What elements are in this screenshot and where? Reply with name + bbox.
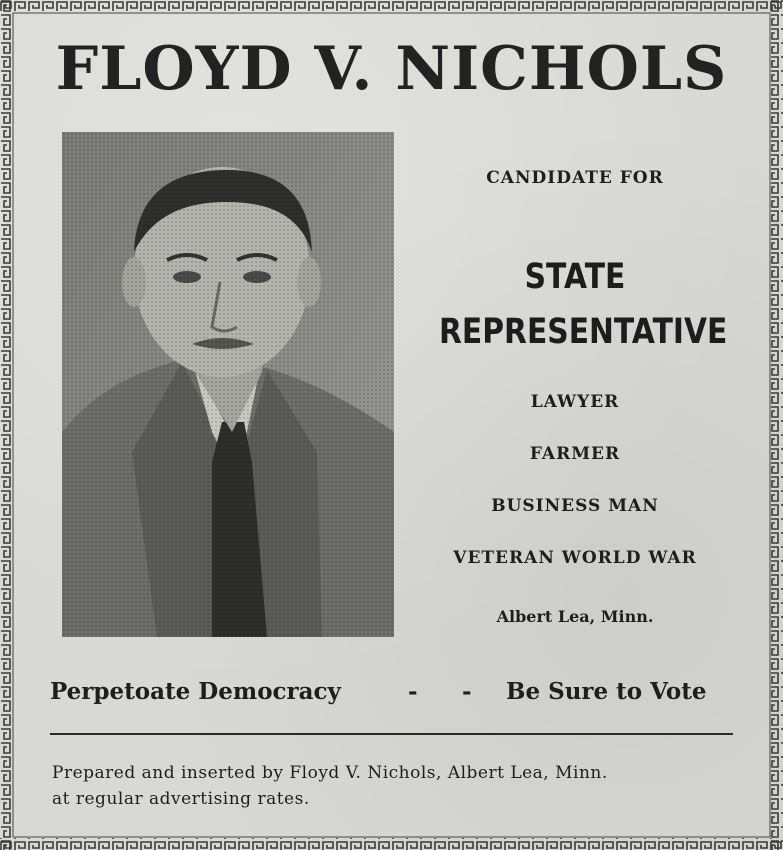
- qualification-veteran: VETERAN WORLD WAR: [453, 548, 697, 568]
- office-line-2: REPRESENTATIVE: [439, 312, 728, 352]
- qualification-lawyer: LAWYER: [530, 392, 620, 412]
- slogan-right: Be Sure to Vote: [506, 678, 707, 705]
- qualification-farmer: FARMER: [529, 444, 621, 464]
- slogan-dash-2: -: [462, 678, 472, 705]
- slogan-dash-1: -: [408, 678, 418, 705]
- qualification-business-man: BUSINESS MAN: [491, 496, 659, 516]
- candidate-for-label: CANDIDATE FOR: [486, 168, 664, 188]
- candidate-name-headline: FLOYD V. NICHOLS: [55, 34, 728, 104]
- disclaimer-footer: [52, 760, 752, 812]
- divider-rule: [50, 733, 733, 735]
- slogan-left: Perpetoate Democracy: [50, 678, 341, 705]
- disclaimer-line-1: Prepared and inserted by Floyd V. Nichols, Albert Lea, Minn.: [52, 763, 608, 783]
- disclaimer-line-2: at regular advertising rates.: [52, 789, 310, 809]
- office-title: [439, 250, 728, 360]
- candidate-city: Albert Lea, Minn.: [496, 607, 654, 626]
- candidate-portrait-photo: [62, 132, 394, 637]
- office-line-1: STATE: [524, 257, 626, 297]
